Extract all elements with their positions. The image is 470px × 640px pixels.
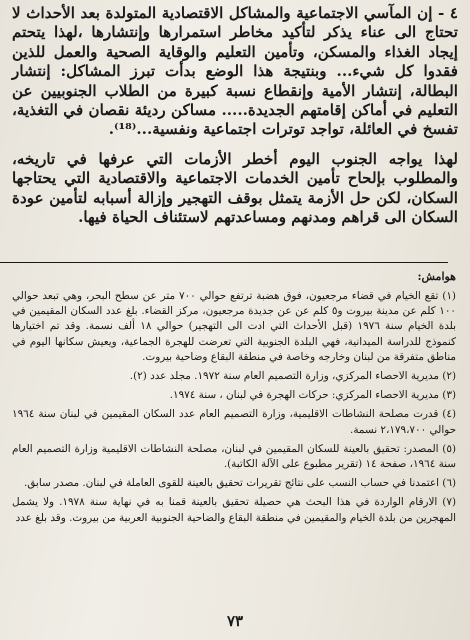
main-text bbox=[12, 4, 458, 233]
footnote-2: (٢) مديرية الاحصاء المركزي، وزارة التصميم العام سنة ١٩٧٢. مجلد عدد (٢). bbox=[129, 370, 456, 383]
footnote-7: (٧) الارقام الواردة في هذا البحث هي حصيلة تحقيق بالعينة قمنا به في نهاية سنة ١٩٧٨. ولا يشمل المهجرين من بلدة الخيام والمقيمين في منطقة البقاع والضاحية الجنوبية العربية من بيروت. وقد بلغ عدد bbox=[12, 496, 457, 524]
footnotes bbox=[12, 270, 456, 530]
footnotes-title: هوامش: bbox=[417, 270, 456, 283]
footnote-4: (٤) قدرت مصلحة النشاطات الاقليمية، وزارة التصميم العام عدد السكان المقيمين في لبنان سنة ١٩٦٤ حوالي ٢،١٧٩،٧٠٠ نسمة. bbox=[12, 408, 456, 436]
footnote-3: (٣) مديرية الاحصاء المركزي: حركات الهجرة في لبنان ، سنة ١٩٧٤. bbox=[169, 389, 456, 402]
paragraph-4: ٤ - إن المآسي الاجتماعية والمشاكل الاقتصادية المتولدة بعد الأحداث لا تحتاج الى عناء يذكر لتأكيد مخاطر استمرارها وإنتشارها ،لهذا يتحتم إيجاد الغذاء والمسكن، وتأمين التعليم والوقاية الصحية والعمل للذين فقدوا كل شيء... وبنتيجة هذا الوضع بدأت تبرز المشاكل: إنتشار البطالة، إنتشار الأمية وإنقطاع نسبة كبيرة من الطلاب الجنوبيين عن التعليم في أماكن إقامتهم الجديدة..... مساكن رديئة نقصان في التغذية، تفسخ في العائلة، تواجد توترات اجتماعية ونفسية...⁽¹⁸⁾. bbox=[12, 4, 458, 139]
page-number: ٧٣ bbox=[226, 612, 244, 630]
footnote-1: (١) تقع الخيام في قضاء مرجعيون، فوق هضبة ترتفع حوالي ٧٠٠ متر عن سطح البحر، وهي تبعد حوالي ١٠٠ كلم عن مدينة بيروت و٥ كلم عن عن جديدة مرجعيون، مركز القضاء. بلغ عدد السكان المقيمين في بلدة الخيام سنة ١٩٧٦ (قبل الأحداث التي ادت الى التهجير) حوالي ١٨ ألف نسمة. وقد تم اختيارها كنموذج للدراسة الميدانية، فهي البلدة الجنوبية التي تعرضت للهجرة الجماعية، ويعيش سكانها اليوم في مناطق متفرقة من لبنان وخارجه وخاصة في منطقة البقاع وضاحية بيروت. bbox=[12, 290, 457, 363]
footnote-6: (٦) اعتمدنا في حساب النسب على نتائج تقريرات تحقيق بالعينة للقوى العاملة في لبنان. مصدر سابق. bbox=[23, 477, 456, 490]
footnote-5: (٥) المصدر: تحقيق بالعينة للسكان المقيمين في لبنان، مصلحة النشاطات الاقليمية وزارة التصميم العام سنة ١٩٦٤، صفحة ١٤ (تقرير مطبوع على الآلة الكاتبة). bbox=[12, 442, 456, 471]
footnote-divider bbox=[0, 262, 448, 263]
paragraph-conclusion: لهذا يواجه الجنوب اليوم أخطر الأزمات التي عرفها في تاريخه، والمطلوب بإلحاح تأمين الخدمات الاجتماعية والاقتصادية التي يحتاجها السكان، لكن حل الأزمة يتمثل بوقف التهجير وإزالة أسبابه لتأمين عودة السكان الى قراهم ومدنهم ومساعدتهم لاستئناف الحياة فيها. bbox=[12, 149, 458, 227]
